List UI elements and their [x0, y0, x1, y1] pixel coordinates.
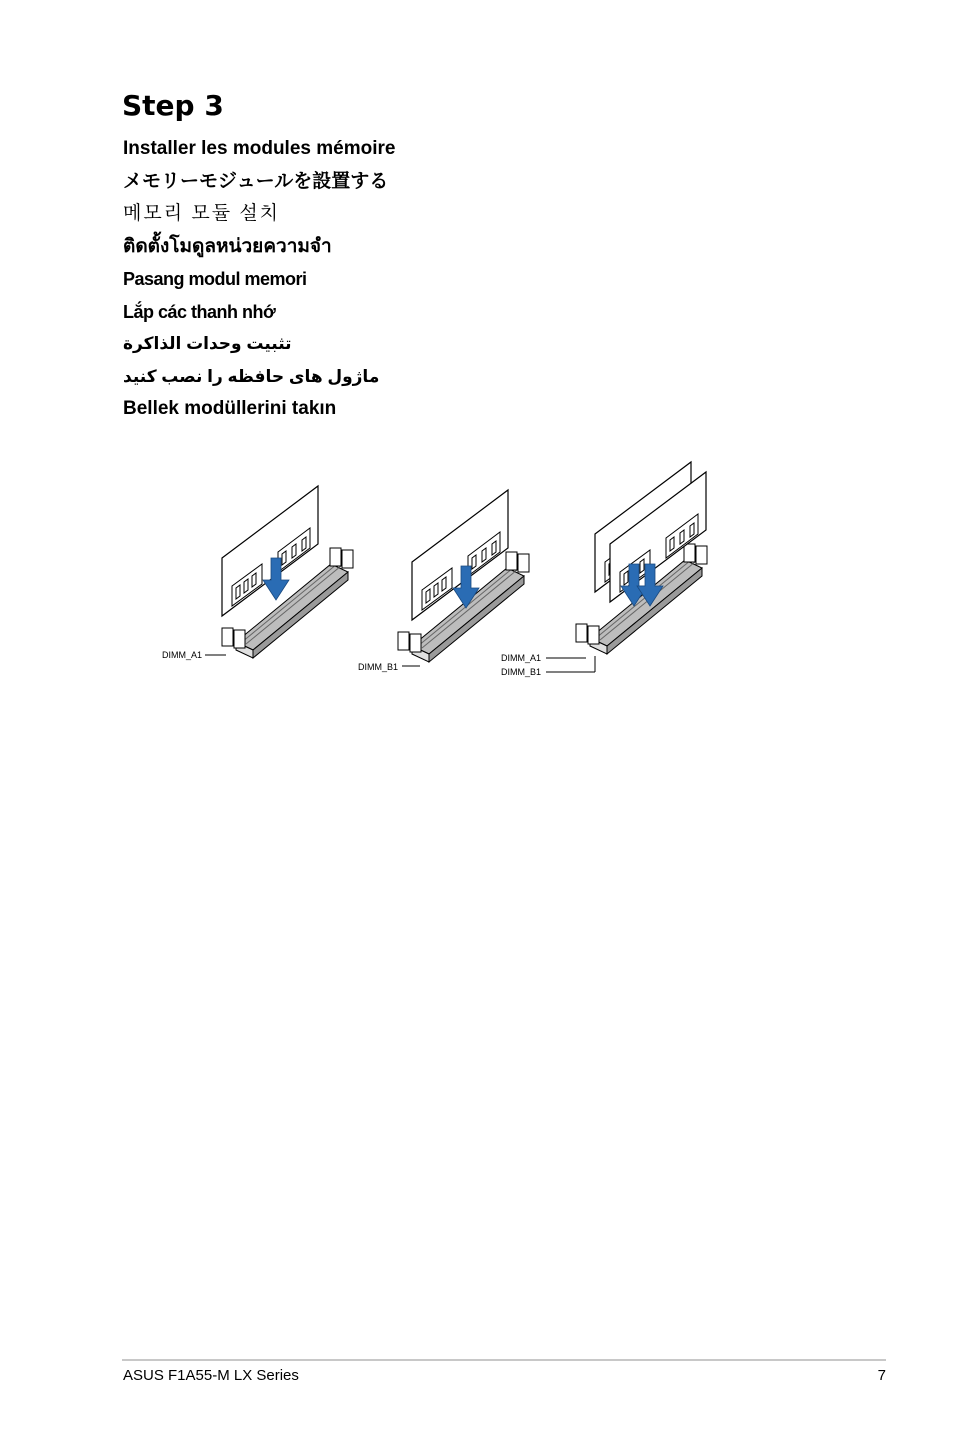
dimm-a1-label-panel3: DIMM_A1 [501, 653, 542, 663]
footer-divider [122, 1359, 886, 1361]
page-title: Step 3 [122, 89, 224, 122]
instruction-korean: 메모리 모듈 설치 [123, 203, 281, 224]
instruction-vietnamese: Lắp các thanh nhớ [123, 301, 276, 322]
instruction-indonesian: Pasang modul memori [123, 269, 307, 289]
dimm-a1-label: DIMM_A1 [162, 650, 203, 660]
page-number: 7 [877, 1367, 886, 1384]
instruction-persian: ماژول های حافظه را نصب کنید [123, 366, 380, 386]
instruction-japanese: メモリーモジュールを設置する [123, 170, 389, 192]
dimm-a1-b1-diagram [546, 462, 707, 672]
instruction-arabic: تثبيت وحدات الذاكرة [123, 334, 292, 353]
dimm-b1-diagram [398, 490, 529, 666]
dimm-b1-label: DIMM_B1 [358, 662, 399, 672]
memory-installation-illustration [150, 460, 730, 690]
instruction-turkish: Bellek modüllerini takın [123, 398, 337, 419]
instruction-list [123, 136, 395, 429]
instruction-thai: ติดตั้งโมดูลหน่วยความจำ [123, 235, 332, 257]
instruction-french: Installer les modules mémoire [123, 138, 396, 159]
dimm-a1-diagram [205, 486, 353, 658]
footer-product-name: ASUS F1A55-M LX Series [123, 1367, 299, 1384]
dimm-b1-label-panel3: DIMM_B1 [501, 667, 542, 677]
